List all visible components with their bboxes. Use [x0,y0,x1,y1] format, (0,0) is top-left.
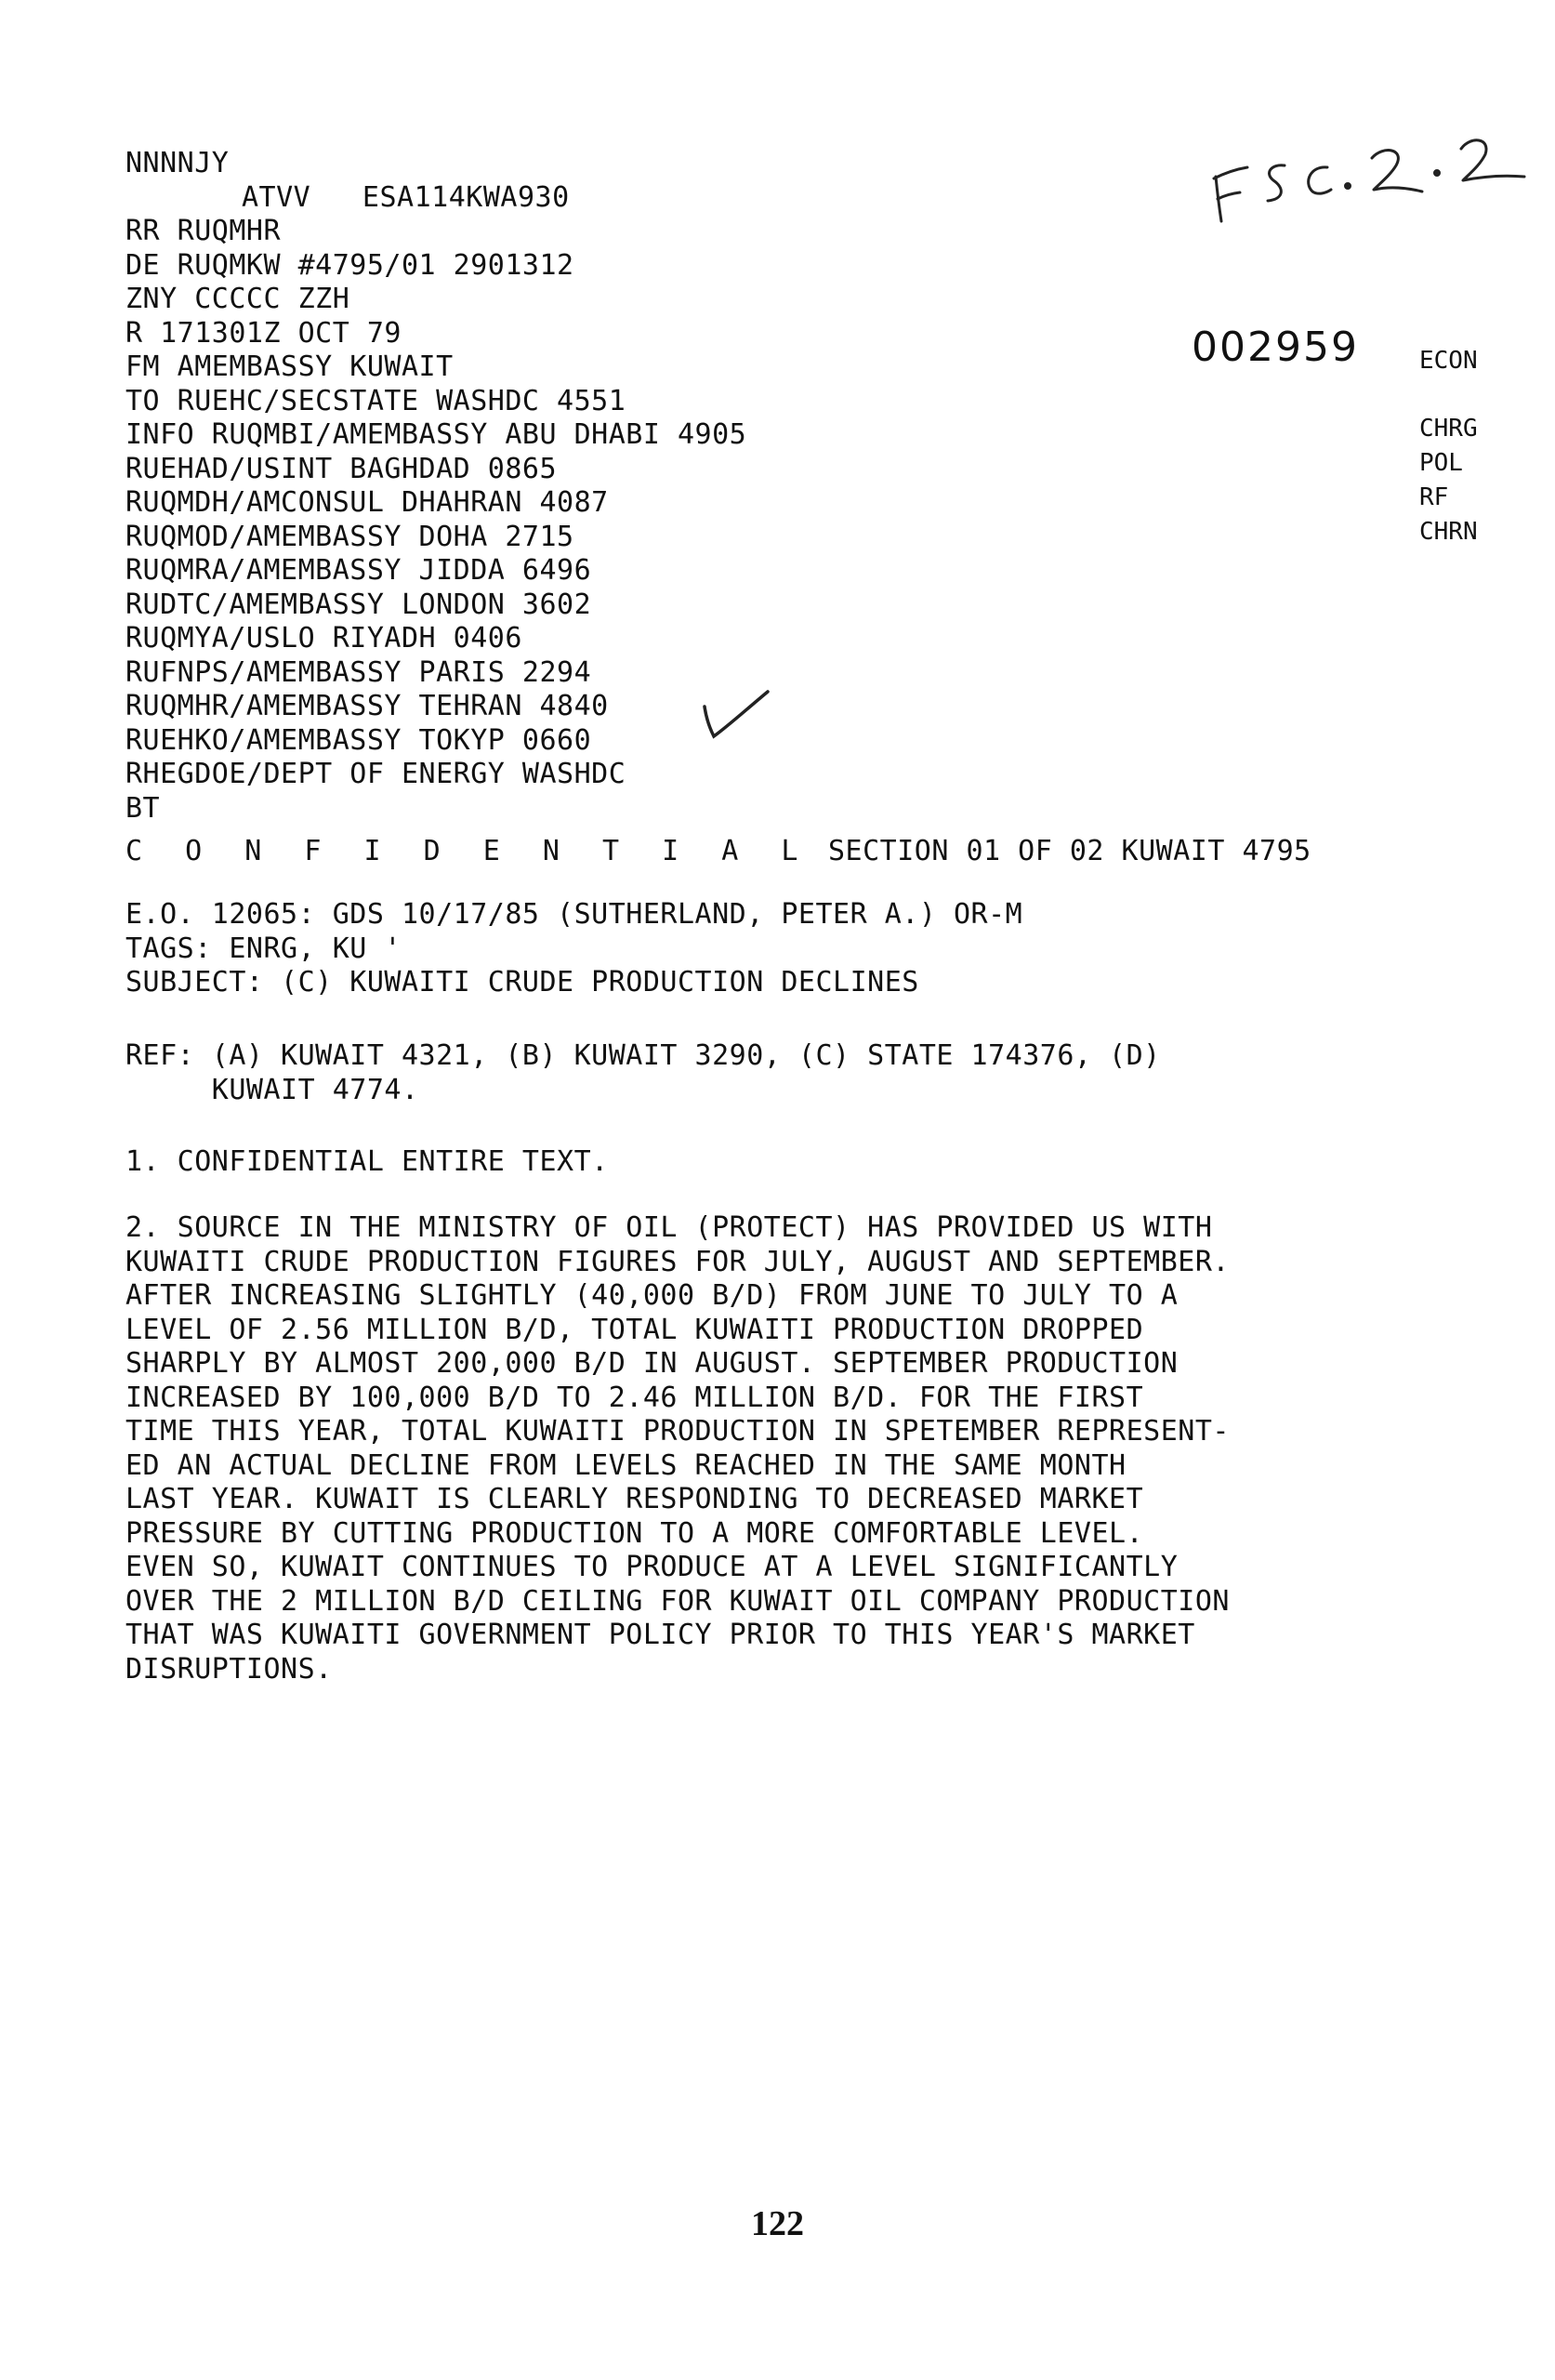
tags-line: TAGS: ENRG, KU ' [125,932,402,965]
paragraph-line: AFTER INCREASING SLIGHTLY (40,000 B/D) FROM JUNE TO JULY TO A [125,1279,1179,1312]
header-line: RUEHKO/AMEMBASSY TOKYP 0660 [125,723,592,757]
routing-code: ECON [1419,347,1478,375]
header-line: RUQMDH/AMCONSUL DHAHRAN 4087 [125,486,609,519]
paragraph-line: TIME THIS YEAR, TOTAL KUWAITI PRODUCTION IN SPETEMBER REPRESENT- [125,1415,1230,1448]
routing-code: CHRN [1419,518,1478,546]
paragraph-text: 1. CONFIDENTIAL ENTIRE TEXT. [125,1145,609,1178]
page-number: 122 [751,2204,804,2243]
header-line: R 171301Z OCT 79 [125,316,402,350]
header-line: BT [125,791,161,825]
paragraph-line: ED AN ACTUAL DECLINE FROM LEVELS REACHED IN THE SAME MONTH [125,1448,1127,1482]
header-line: RUDTC/AMEMBASSY LONDON 3602 [125,588,592,621]
routing-codes [1419,344,1478,549]
header-line: DE RUQMKW #4795/01 2901312 [125,248,574,282]
header-line: RR RUQMHR [125,215,282,247]
header-line: RUQMYA/USLO RIYADH 0406 [125,622,522,654]
telegram-header [125,147,746,826]
subject-line: SUBJECT: (C) KUWAITI CRUDE PRODUCTION DECLINES [125,966,919,998]
paragraph-line: KUWAITI CRUDE PRODUCTION FIGURES FOR JULY, AUGUST AND SEPTEMBER. [125,1245,1230,1278]
paragraph-line: SHARPLY BY ALMOST 200,000 B/D IN AUGUST. SEPTEMBER PRODUCTION [125,1347,1179,1380]
handwritten-note [1199,121,1534,232]
meta-block [125,898,1464,1000]
header-line: INFO RUQMBI/AMEMBASSY ABU DHABI 4905 [125,418,747,451]
header-line: RUQMRA/AMEMBASSY JIDDA 6496 [125,554,592,587]
header-line: RUQMHR/AMEMBASSY TEHRAN 4840 [125,690,609,722]
document-number: 002959 [1192,324,1359,371]
paragraph-line: DISRUPTIONS. [125,1652,333,1686]
classification-label: C O N F I D E N T I A L [125,835,811,867]
ref-line: REF: (A) KUWAIT 4321, (B) KUWAIT 3290, (C) STATE 174376, (D) [125,1039,1161,1072]
header-line: RHEGDOE/DEPT OF ENERGY WASHDC [125,758,626,790]
header-line: ZNY CCCCC ZZH [125,283,350,315]
routing-code: CHRG [1419,415,1478,443]
routing-code: POL [1419,449,1463,477]
classification-line [125,835,1311,867]
header-line: ATVV ESA114KWA930 [242,180,570,214]
routing-code: RF [1419,483,1449,511]
paragraph-line: INCREASED BY 100,000 B/D TO 2.46 MILLION B/D. FOR THE FIRST [125,1381,1144,1414]
paragraph-line: PRESSURE BY CUTTING PRODUCTION TO A MORE COMFORTABLE LEVEL. [125,1516,1144,1550]
eo-line: E.O. 12065: GDS 10/17/85 (SUTHERLAND, PETER A.) OR-M [125,898,1023,931]
header-line: RUQMOD/AMEMBASSY DOHA 2715 [125,520,574,553]
paragraph-2 [125,1211,1464,1686]
paragraph-line: 2. SOURCE IN THE MINISTRY OF OIL (PROTECT) HAS PROVIDED US WITH [125,1211,1213,1244]
paragraph-line: OVER THE 2 MILLION B/D CEILING FOR KUWAIT OIL COMPANY PRODUCTION [125,1584,1230,1618]
header-line: NNNNJY [125,147,230,179]
header-line: TO RUEHC/SECSTATE WASHDC 4551 [125,384,626,417]
header-line: FM AMEMBASSY KUWAIT [125,350,454,383]
paragraph-line: EVEN SO, KUWAIT CONTINUES TO PRODUCE AT A LEVEL SIGNIFICANTLY [125,1551,1179,1583]
paragraph-1 [125,1145,1464,1180]
paragraph-line: THAT WAS KUWAITI GOVERNMENT POLICY PRIOR TO THIS YEAR'S MARKET [125,1619,1195,1651]
header-line: RUFNPS/AMEMBASSY PARIS 2294 [125,655,592,689]
ref-block [125,1039,1464,1107]
paragraph-line: LEVEL OF 2.56 MILLION B/D, TOTAL KUWAITI PRODUCTION DROPPED [125,1313,1144,1346]
section-info: SECTION 01 OF 02 KUWAIT 4795 [810,835,1311,867]
header-line: RUEHAD/USINT BAGHDAD 0865 [125,452,558,485]
ref-line: KUWAIT 4774. [125,1073,419,1106]
paragraph-line: LAST YEAR. KUWAIT IS CLEARLY RESPONDING TO DECREASED MARKET [125,1483,1144,1515]
